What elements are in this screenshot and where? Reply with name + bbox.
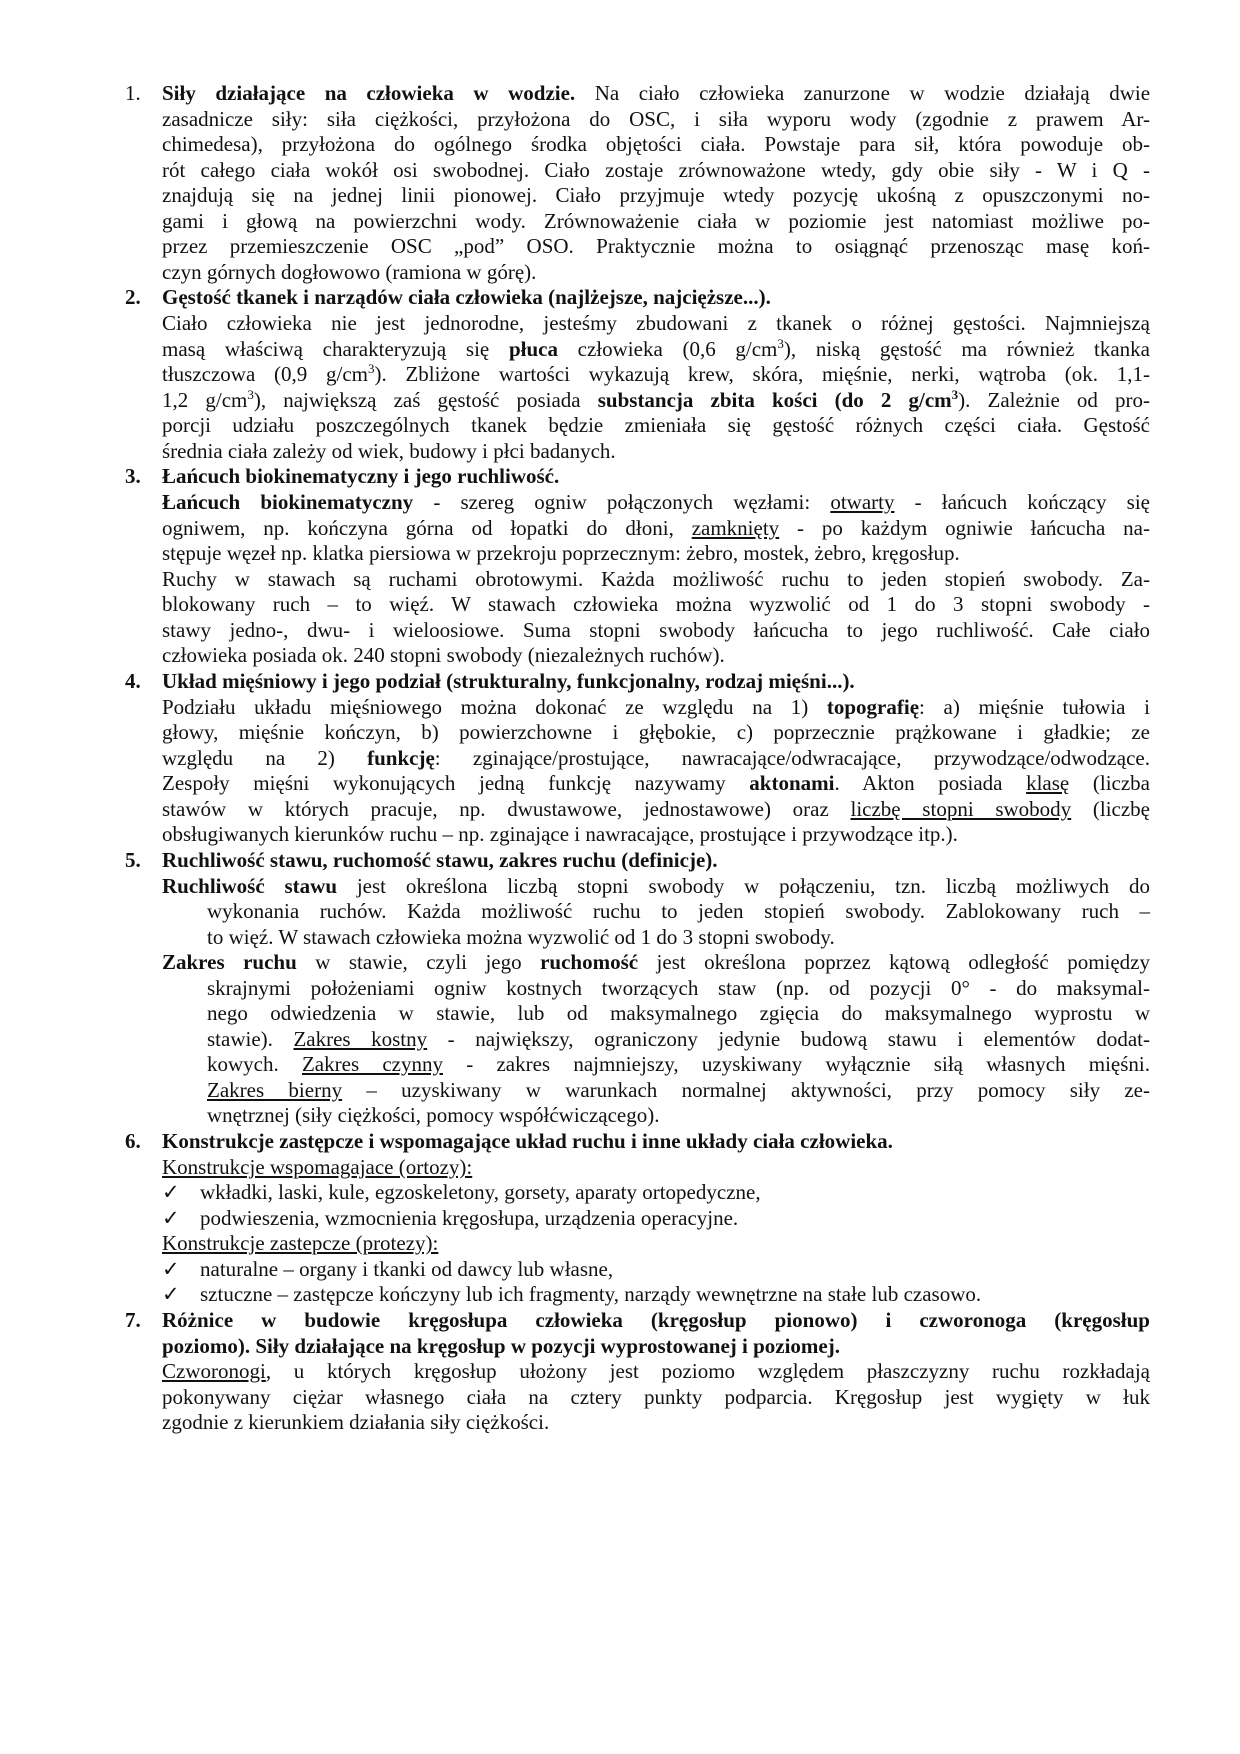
section-5-line: to więź. W stawach człowieka można wyzwolić od 1 do 3 stopni swobody. bbox=[207, 925, 835, 949]
section-6-title: Konstrukcje zastępcze i wspomagające układ ruchu i inne układy ciała człowieka. bbox=[162, 1129, 893, 1153]
section-4-line: głowy, mięśnie kończyn, b) powierzchowne i głębokie, c) poprzecznie prążkowane i gładkie; ze bbox=[162, 720, 1150, 744]
text: tłuszczowa (0,9 g/cm bbox=[162, 362, 368, 386]
section-2-line: porcji udziału poszczególnych tkanek będzie zmieniała się gęstość różnych części ciała. Gęstość bbox=[162, 413, 1150, 437]
list-item: wkładki, laski, kule, egzoskeletony, gorsety, aparaty ortopedyczne, bbox=[200, 1180, 761, 1204]
bold-term: płuca bbox=[508, 337, 558, 361]
section-5-number: 5. bbox=[125, 848, 141, 872]
section-3-title: Łańcuch biokinematyczny i jego ruchliwość. bbox=[162, 464, 560, 488]
underlined-heading: Konstrukcje wspomagajace (ortozy): bbox=[162, 1155, 473, 1179]
bold-term: ruchomość bbox=[540, 950, 639, 974]
check-icon: ✓ bbox=[162, 1180, 180, 1204]
list-item: podwieszenia, wzmocnienia kręgosłupa, urządzenia operacyjne. bbox=[200, 1206, 739, 1230]
text: - łańcuch kończący się bbox=[894, 490, 1150, 514]
section-1-number: 1. bbox=[125, 81, 141, 105]
superscript: 3 bbox=[368, 361, 375, 376]
section-1-line: rót całego ciała wokół osi swobodnej. Ciało zostaje zrównoważone wtedy, gdy obie siły - W i Q - bbox=[162, 158, 1150, 182]
text: - największy, ograniczony jedynie budową stawu i elementów dodat- bbox=[427, 1027, 1150, 1051]
section-4-line bbox=[162, 745, 1150, 771]
section-6-group-heading bbox=[162, 1230, 1150, 1256]
section-5-line bbox=[162, 949, 1150, 975]
section-3-line: człowieka posiada ok. 240 stopni swobody (niezależnych ruchów). bbox=[162, 643, 725, 667]
check-icon: ✓ bbox=[162, 1282, 180, 1306]
section-4-line: obsługiwanych kierunków ruchu – np. zginające i nawracające, prostujące i przywodzące itp.). bbox=[162, 822, 958, 846]
section-1-line: znajdują się na jednej linii pionowej. Ciało przyjmuje wtedy pozycję ukośną z opuszczonymi no- bbox=[162, 183, 1150, 207]
underlined-term: Zakres kostny bbox=[293, 1027, 428, 1051]
section-7-line: pokonywany ciężar własnego ciała na cztery punkty podparcia. Kręgosłup jest wygięty w łuk bbox=[162, 1385, 1150, 1409]
bold-term: Zakres ruchu bbox=[162, 950, 297, 974]
section-5-line: skrajnymi położeniami ogniw kostnych tworzących staw (np. od pozycji 0° - do maksymal- bbox=[207, 976, 1150, 1000]
section-1-line: przez przemieszczenie OSC „pod” OSO. Praktycznie można to osiągnąć przenosząc masę koń- bbox=[162, 234, 1150, 258]
text: Na ciało człowieka zanurzone w wodzie działają dwie bbox=[594, 81, 1151, 105]
section-3-line: blokowany ruch – to więź. W stawach człowieka można wyzwolić od 1 do 3 stopni swobody - bbox=[162, 592, 1150, 616]
section-6-group-heading bbox=[162, 1154, 1150, 1180]
text: względu na 2) bbox=[162, 746, 368, 770]
text: ogniwem, np. kończyna górna od łopatki do dłoni, bbox=[162, 516, 692, 540]
section-6-number: 6. bbox=[125, 1129, 141, 1153]
section-4-number: 4. bbox=[125, 669, 141, 693]
text: człowieka (0,6 g/cm bbox=[557, 337, 778, 361]
text: masą właściwą charakteryzują się bbox=[162, 337, 509, 361]
text: 1,2 g/cm bbox=[162, 388, 248, 412]
superscript: 3 bbox=[247, 387, 254, 402]
section-4-line bbox=[162, 796, 1150, 822]
underlined-term: otwarty bbox=[830, 490, 895, 514]
text: substancja zbita kości (do 2 g/cm bbox=[597, 388, 952, 412]
text: stawie). bbox=[207, 1027, 294, 1051]
section-2-line: Ciało człowieka nie jest jednorodne, jesteśmy zbudowani z tkanek o różnej gęstości. Najmniejszą bbox=[162, 311, 1150, 335]
underlined-term: zamknięty bbox=[691, 516, 780, 540]
section-1-line-1 bbox=[162, 80, 1150, 106]
text: . Akton posiada bbox=[834, 771, 1027, 795]
bold-term: Ruchliwość stawu bbox=[162, 874, 338, 898]
text: ), niską gęstość ma również tkanka bbox=[783, 337, 1150, 361]
section-7-number: 7. bbox=[125, 1308, 141, 1332]
section-7-line bbox=[162, 1358, 1150, 1384]
text: : a) mięśnie tułowia i bbox=[919, 695, 1150, 719]
section-2-line bbox=[162, 387, 1150, 413]
underlined-term: klasę bbox=[1026, 771, 1070, 795]
section-7-title: Różnice w budowie kręgosłupa człowieka (kręgosłup pionowo) i czworonoga (kręgosłup bbox=[162, 1308, 1150, 1332]
text: ). Zależnie od pro- bbox=[958, 388, 1150, 412]
section-1-line: gami i głową na powierzchni wody. Zrównoważenie ciała w poziomie jest natomiast możliwe po- bbox=[162, 209, 1150, 233]
section-2-line bbox=[162, 336, 1150, 362]
text: - po każdym ogniwie łańcucha na- bbox=[779, 516, 1150, 540]
section-3-line: stawy jedno-, dwu- i wieloosiowe. Suma stopni swobody łańcucha to jego ruchliwość. Całe ciało bbox=[162, 618, 1150, 642]
underlined-term: Zakres czynny bbox=[301, 1052, 443, 1076]
section-1-line: zasadnicze siły: siła ciężkości, przyłożona do OSC, i siła wyporu wody (zgodnie z prawem Ar- bbox=[162, 107, 1150, 131]
underlined-heading: Konstrukcje zastepcze (protezy): bbox=[162, 1231, 439, 1255]
section-4-title: Układ mięśniowy i jego podział (strukturalny, funkcjonalny, rodzaj mięśni...). bbox=[162, 669, 855, 693]
text: – uzyskiwany w warunkach normalnej aktywności, przy pomocy siły ze- bbox=[342, 1078, 1150, 1102]
text: - zakres najmniejszy, uzyskiwany wyłącznie siłą własnych mięśni. bbox=[443, 1052, 1150, 1076]
check-icon: ✓ bbox=[162, 1257, 180, 1281]
section-5-line bbox=[207, 1051, 1150, 1077]
section-2-title: Gęstość tkanek i narządów ciała człowieka (najlżejsze, najcięższe...). bbox=[162, 285, 771, 309]
text: jest określona liczbą stopni swobody w połączeniu, tzn. liczbą możliwych do bbox=[337, 874, 1150, 898]
section-3-number: 3. bbox=[125, 464, 141, 488]
text: Podziału układu mięśniowego można dokonać ze względu na 1) bbox=[162, 695, 827, 719]
text: ). Zbliżone wartości wykazują krew, skóra, mięśnie, nerki, wątroba (ok. 1,1- bbox=[374, 362, 1150, 386]
section-7-line: zgodnie z kierunkiem działania siły ciężkości. bbox=[162, 1410, 550, 1434]
text: kowych. bbox=[207, 1052, 302, 1076]
section-3-line: stępuje węzeł np. klatka piersiowa w przekroju poprzecznym: żebro, mostek, żebro, kręgosłup. bbox=[162, 541, 960, 565]
section-2-line bbox=[162, 361, 1150, 387]
text: (liczbę bbox=[1071, 797, 1151, 821]
text: (liczba bbox=[1069, 771, 1150, 795]
superscript: 3 bbox=[951, 387, 959, 402]
section-5-line: wnętrznej (siły ciężkości, pomocy współćwiczącego). bbox=[207, 1103, 660, 1127]
section-5-line: nego odwiedzenia w stawie, lub od maksymalnego zgięcia do maksymalnego wyprostu w bbox=[207, 1001, 1150, 1025]
section-5-title: Ruchliwość stawu, ruchomość stawu, zakres ruchu (definicje). bbox=[162, 848, 718, 872]
bold-term: topografię bbox=[826, 695, 920, 719]
text: Zespoły mięśni wykonujących jedną funkcję nazywamy bbox=[162, 771, 750, 795]
text: stawów w których pracuje, np. dwustawowe, jednostawowe) oraz bbox=[162, 797, 851, 821]
section-5-line bbox=[207, 1026, 1150, 1052]
underlined-term: Zakres bierny bbox=[207, 1078, 343, 1102]
superscript: 3 bbox=[777, 336, 784, 351]
underlined-term: liczbę stopni swobody bbox=[850, 797, 1072, 821]
section-1-title: Siły działające na człowieka w wodzie. bbox=[162, 81, 576, 105]
text: ), największą zaś gęstość posiada bbox=[253, 388, 598, 412]
text: jest określona poprzez kątową odległość pomiędzy bbox=[638, 950, 1150, 974]
section-5-line bbox=[207, 1077, 1150, 1103]
section-5-line: wykonania ruchów. Każda możliwość ruchu to jeden stopień swobody. Zablokowany ruch – bbox=[207, 899, 1150, 923]
section-4-line bbox=[162, 694, 1150, 720]
text: , u których kręgosłup ułożony jest poziomo względem płaszczyzny ruchu rozkładają bbox=[265, 1359, 1150, 1383]
list-item: naturalne – organy i tkanki od dawcy lub własne, bbox=[200, 1257, 614, 1281]
bold-term: aktonami bbox=[749, 771, 835, 795]
bold-term: funkcję bbox=[367, 746, 435, 770]
underlined-term: Czworonogi bbox=[162, 1359, 266, 1383]
section-2-number: 2. bbox=[125, 285, 141, 309]
section-3-line: Ruchy w stawach są ruchami obrotowymi. Każda możliwość ruchu to jeden stopień swobody. Za- bbox=[162, 567, 1150, 591]
section-5-line bbox=[162, 873, 1150, 899]
check-icon: ✓ bbox=[162, 1206, 180, 1230]
section-2-line: średnia ciała zależy od wiek, budowy i płci badanych. bbox=[162, 439, 616, 463]
bold-term: Łańcuch biokinematyczny bbox=[162, 490, 414, 514]
text: w stawie, czyli jego bbox=[296, 950, 541, 974]
section-3-line bbox=[162, 489, 1150, 515]
text: - szereg ogniw połączonych węzłami: bbox=[413, 490, 831, 514]
section-4-line bbox=[162, 770, 1150, 796]
section-3-line bbox=[162, 515, 1150, 541]
section-1-line: chimedesa), przyłożona do ogólnego środka objętości ciała. Powstaje para sił, która powoduje ob- bbox=[162, 132, 1150, 156]
section-7-title: poziomo). Siły działające na kręgosłup w pozycji wyprostowanej i poziomej. bbox=[162, 1334, 840, 1358]
bold-term bbox=[598, 388, 958, 412]
section-1-line: czyn górnych dogłowowo (ramiona w górę). bbox=[162, 260, 537, 284]
list-item: sztuczne – zastępcze kończyny lub ich fragmenty, narządy wewnętrzne na stałe lub czasowo. bbox=[200, 1282, 982, 1306]
text: : zginające/prostujące, nawracające/odwracające, przywodzące/odwodzące. bbox=[434, 746, 1150, 770]
